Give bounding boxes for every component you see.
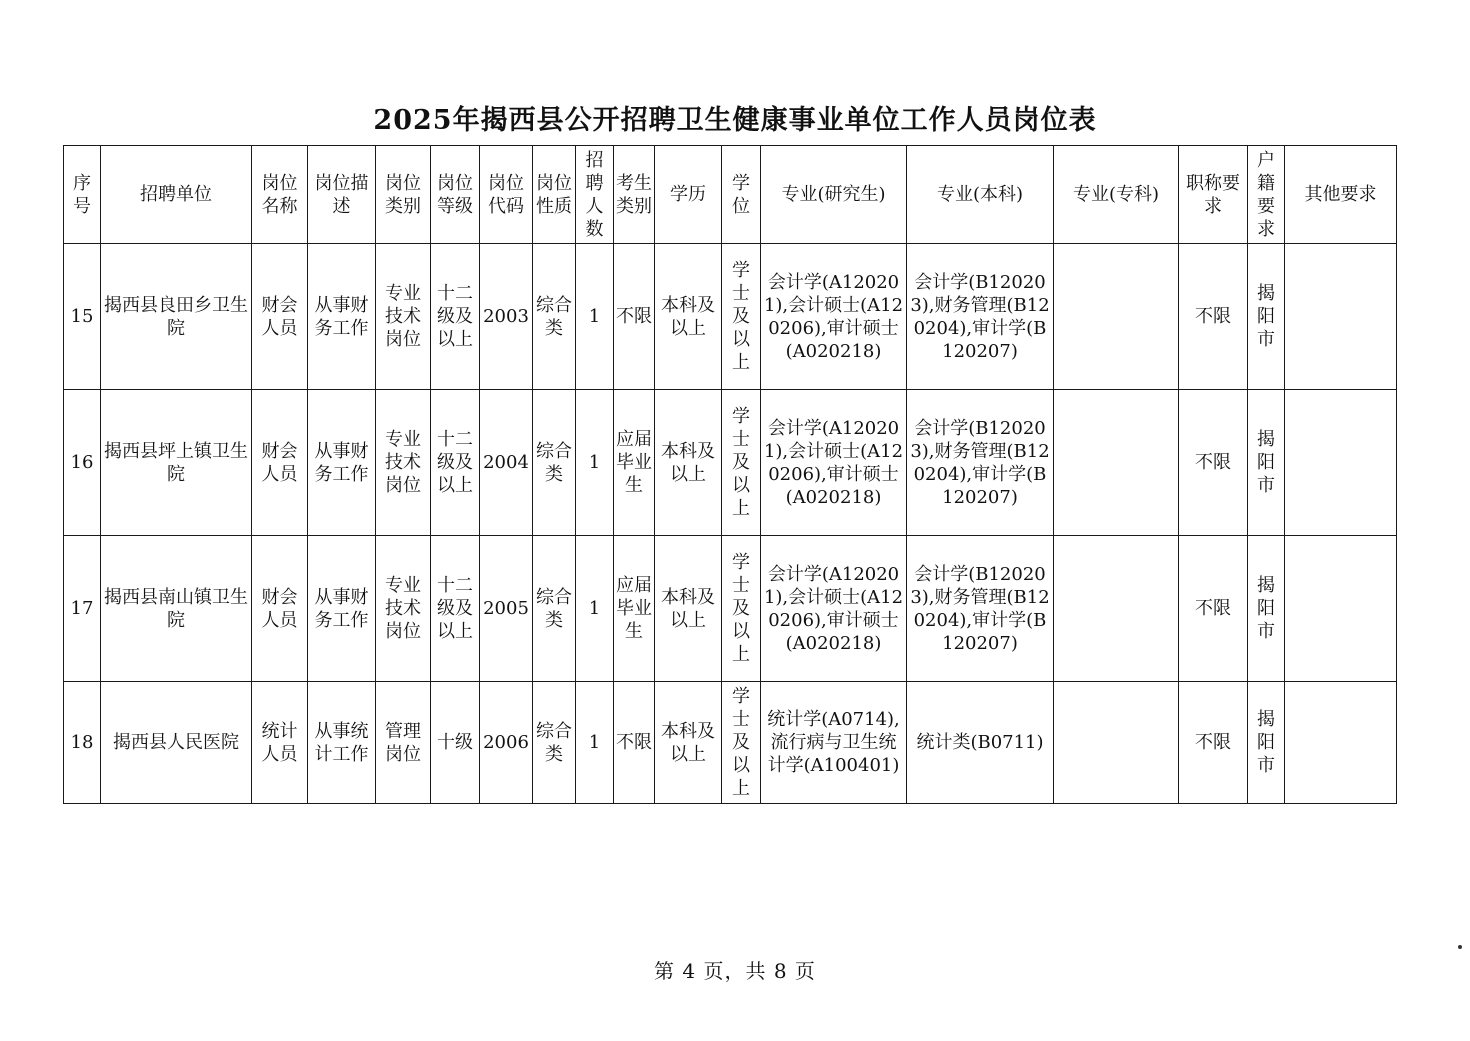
table-cell: 从事财务工作 [308, 244, 376, 390]
table-cell [1054, 536, 1179, 682]
table-cell: 不限 [1179, 536, 1248, 682]
table-cell: 会计学(A120201),会计硕士(A120206),审计硕士(A020218) [761, 390, 907, 536]
table-cell: 学士及以上 [722, 682, 761, 804]
header-cell: 专业(本科) [907, 146, 1054, 244]
table-cell: 统计学(A0714),流行病与卫生统计学(A100401) [761, 682, 907, 804]
table-cell: 揭西县南山镇卫生院 [101, 536, 252, 682]
table-cell: 2005 [480, 536, 533, 682]
header-cell: 招聘单位 [101, 146, 252, 244]
page-title: 2025年揭西县公开招聘卫生健康事业单位工作人员岗位表 [373, 105, 1097, 136]
table-row [64, 536, 1397, 682]
table-cell: 十二级及以上 [431, 536, 480, 682]
table-cell: 管理岗位 [376, 682, 431, 804]
table-cell: 从事统计工作 [308, 682, 376, 804]
table-cell: 从事财务工作 [308, 536, 376, 682]
table-cell: 1 [576, 682, 614, 804]
table-cell: 会计学(A120201),会计硕士(A120206),审计硕士(A020218) [761, 244, 907, 390]
table-cell: 揭西县人民医院 [101, 682, 252, 804]
header-cell: 专业(专科) [1054, 146, 1179, 244]
table-cell: 不限 [1179, 244, 1248, 390]
header-cell: 岗位代码 [480, 146, 533, 244]
header-cell: 考生类别 [614, 146, 655, 244]
table-cell: 不限 [614, 244, 655, 390]
table-cell: 财会人员 [252, 390, 308, 536]
table-cell: 2006 [480, 682, 533, 804]
table-cell: 不限 [1179, 682, 1248, 804]
table-cell [1285, 682, 1397, 804]
table-cell: 揭阳市 [1248, 244, 1285, 390]
header-cell: 序号 [64, 146, 101, 244]
table-cell: 会计学(A120201),会计硕士(A120206),审计硕士(A020218) [761, 536, 907, 682]
header-cell: 户籍要求 [1248, 146, 1285, 244]
table-cell: 本科及以上 [655, 390, 722, 536]
table-cell: 统计类(B0711) [907, 682, 1054, 804]
table-cell: 18 [64, 682, 101, 804]
table-cell: 揭西县良田乡卫生院 [101, 244, 252, 390]
header-cell: 岗位性质 [533, 146, 576, 244]
table-cell: 应届毕业生 [614, 536, 655, 682]
table-cell: 综合类 [533, 682, 576, 804]
table-cell: 1 [576, 244, 614, 390]
table-cell [1285, 390, 1397, 536]
table-cell [1054, 390, 1179, 536]
table-row [64, 244, 1397, 390]
table-cell: 不限 [1179, 390, 1248, 536]
table-header-row [64, 146, 1397, 244]
table-row [64, 682, 1397, 804]
table-cell: 16 [64, 390, 101, 536]
header-cell: 岗位等级 [431, 146, 480, 244]
table-cell: 1 [576, 390, 614, 536]
table-cell [1285, 536, 1397, 682]
table-row [64, 390, 1397, 536]
table-cell: 综合类 [533, 390, 576, 536]
header-cell: 岗位类别 [376, 146, 431, 244]
position-table [63, 145, 1397, 804]
table-cell [1054, 244, 1179, 390]
table-cell: 揭阳市 [1248, 390, 1285, 536]
table-cell: 财会人员 [252, 536, 308, 682]
table-cell: 学士及以上 [722, 536, 761, 682]
table-cell: 学士及以上 [722, 244, 761, 390]
table-cell: 综合类 [533, 536, 576, 682]
page-number: 第 4 页，共 8 页 [654, 959, 816, 983]
header-cell: 岗位名称 [252, 146, 308, 244]
table-cell: 不限 [614, 682, 655, 804]
header-cell: 岗位描述 [308, 146, 376, 244]
header-cell: 招聘人数 [576, 146, 614, 244]
table-cell: 会计学(B120203),财务管理(B120204),审计学(B120207) [907, 390, 1054, 536]
table-cell: 本科及以上 [655, 682, 722, 804]
table-cell: 从事财务工作 [308, 390, 376, 536]
table-cell: 会计学(B120203),财务管理(B120204),审计学(B120207) [907, 536, 1054, 682]
table-cell: 十二级及以上 [431, 390, 480, 536]
table-cell: 专业技术岗位 [376, 390, 431, 536]
table-cell: 十级 [431, 682, 480, 804]
table-cell: 本科及以上 [655, 244, 722, 390]
table-cell: 应届毕业生 [614, 390, 655, 536]
table-cell: 专业技术岗位 [376, 536, 431, 682]
table-cell: 综合类 [533, 244, 576, 390]
table-cell: 十二级及以上 [431, 244, 480, 390]
table-cell: 财会人员 [252, 244, 308, 390]
table-cell [1285, 244, 1397, 390]
table-cell: 15 [64, 244, 101, 390]
table-cell: 学士及以上 [722, 390, 761, 536]
table-cell: 专业技术岗位 [376, 244, 431, 390]
table-cell: 揭阳市 [1248, 536, 1285, 682]
header-cell: 专业(研究生) [761, 146, 907, 244]
table-cell: 揭阳市 [1248, 682, 1285, 804]
header-cell: 职称要求 [1179, 146, 1248, 244]
table-cell: 本科及以上 [655, 536, 722, 682]
table-cell: 1 [576, 536, 614, 682]
header-cell: 学历 [655, 146, 722, 244]
table-cell: 2004 [480, 390, 533, 536]
table-cell: 17 [64, 536, 101, 682]
header-cell: 其他要求 [1285, 146, 1397, 244]
table-cell [1054, 682, 1179, 804]
table-cell: 2003 [480, 244, 533, 390]
scan-speck [1458, 945, 1462, 949]
table-cell: 揭西县坪上镇卫生院 [101, 390, 252, 536]
table-cell: 会计学(B120203),财务管理(B120204),审计学(B120207) [907, 244, 1054, 390]
header-cell: 学位 [722, 146, 761, 244]
table-cell: 统计人员 [252, 682, 308, 804]
